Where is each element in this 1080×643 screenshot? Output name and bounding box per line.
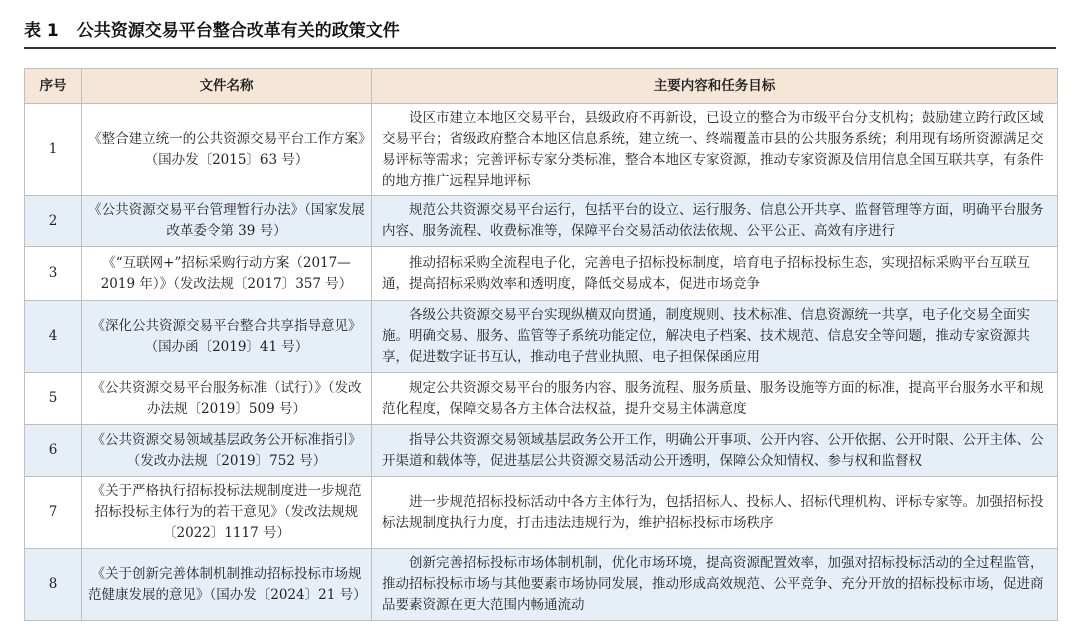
row-number: 7 — [25, 477, 82, 549]
table-row — [25, 104, 1058, 196]
document-name: 《整合建立统一的公共资源交易平台工作方案》（国办发〔2015〕63 号） — [82, 104, 372, 196]
document-name: 《“互联网+”招标采购行动方案（2017—2019 年）》（发改法规〔2017〕357 号） — [82, 247, 372, 301]
document-content: 各级公共资源交易平台实现纵横双向贯通，制度规则、技术标准、信息资源统一共享，电子化交易全面实施。明确交易、服务、监管等子系统功能定位，解决电子档案、技术规范、信息安全等问题，推动专家资源共享，促进数字证书互认，推动电子营业执照、电子担保保函应用 — [372, 301, 1058, 373]
header-row — [25, 69, 1058, 104]
row-number: 2 — [25, 196, 82, 247]
header-doc: 文件名称 — [82, 69, 372, 104]
table-row — [25, 373, 1058, 425]
row-number: 8 — [25, 549, 82, 621]
table-title: 公共资源交易平台整合改革有关的政策文件 — [76, 21, 400, 41]
document-name: 《公共资源交易平台管理暂行办法》（国家发展改革委令第 39 号） — [82, 196, 372, 247]
table-row — [25, 549, 1058, 621]
document-content: 规定公共资源交易平台的服务内容、服务流程、服务质量、服务设施等方面的标准，提高平台服务水平和规范化程度，保障交易各方主体合法权益，提升交易主体满意度 — [372, 373, 1058, 425]
document-name: 《公共资源交易平台服务标准（试行）》（发改办法规〔2019〕509 号） — [82, 373, 372, 425]
header-content: 主要内容和任务目标 — [372, 69, 1058, 104]
row-number: 6 — [25, 425, 82, 477]
document-content: 创新完善招标投标市场体制机制，优化市场环境，提高资源配置效率，加强对招标投标活动的全过程监管，推动招标投标市场与其他要素市场协同发展，推动形成高效规范、公平竞争、充分开放的招标投标市场，促进商品要素资源在更大范围内畅通流动 — [372, 549, 1058, 621]
row-number: 3 — [25, 247, 82, 301]
document-content: 进一步规范招标投标活动中各方主体行为，包括招标人、投标人、招标代理机构、评标专家等。加强招标投标法规制度执行力度，打击违法违规行为，维护招标投标市场秩序 — [372, 477, 1058, 549]
document-name: 《关于严格执行招标投标法规制度进一步规范招标投标主体行为的若干意见》（发改法规规〔2022〕1117 号） — [82, 477, 372, 549]
table-row — [25, 477, 1058, 549]
document-content: 设区市建立本地区交易平台，县级政府不再新设，已设立的整合为市级平台分支机构；鼓励建立跨行政区域交易平台；省级政府整合本地区信息系统，建立统一、终端覆盖市县的公共服务系统；利用现有场所资源满足交易评标等需求；完善评标专家分类标准，整合本地区专家资源，推动专家资源及信用信息全国互联共享，有条件的地方推广远程异地评标 — [372, 104, 1058, 196]
document-name: 《公共资源交易领域基层政务公开标准指引》（发改办法规〔2019〕752 号） — [82, 425, 372, 477]
document-content: 指导公共资源交易领域基层政务公开工作，明确公开事项、公开内容、公开依据、公开时限、公开主体、公开渠道和载体等，促进基层公共资源交易活动公开透明，保障公众知情权、参与权和监督权 — [372, 425, 1058, 477]
caption-rule — [24, 47, 1056, 49]
table-caption — [24, 16, 400, 41]
table-row — [25, 247, 1058, 301]
table-number: 表 1 — [24, 21, 59, 41]
table-row — [25, 301, 1058, 373]
policy-table — [24, 68, 1058, 621]
document-content: 规范公共资源交易平台运行，包括平台的设立、运行服务、信息公开共享、监督管理等方面，明确平台服务内容、服务流程、收费标准等，保障平台交易活动依法依规、公平公正、高效有序进行 — [372, 196, 1058, 247]
header-no: 序号 — [25, 69, 82, 104]
document-content: 推动招标采购全流程电子化，完善电子招标投标制度，培育电子招标投标生态，实现招标采购平台互联互通，提高招标采购效率和透明度，降低交易成本，促进市场竞争 — [372, 247, 1058, 301]
document-name: 《关于创新完善体制机制推动招标投标市场规范健康发展的意见》（国办发〔2024〕21 号） — [82, 549, 372, 621]
document-name: 《深化公共资源交易平台整合共享指导意见》（国办函〔2019〕41 号） — [82, 301, 372, 373]
row-number: 1 — [25, 104, 82, 196]
row-number: 4 — [25, 301, 82, 373]
row-number: 5 — [25, 373, 82, 425]
table-row — [25, 425, 1058, 477]
table-row — [25, 196, 1058, 247]
